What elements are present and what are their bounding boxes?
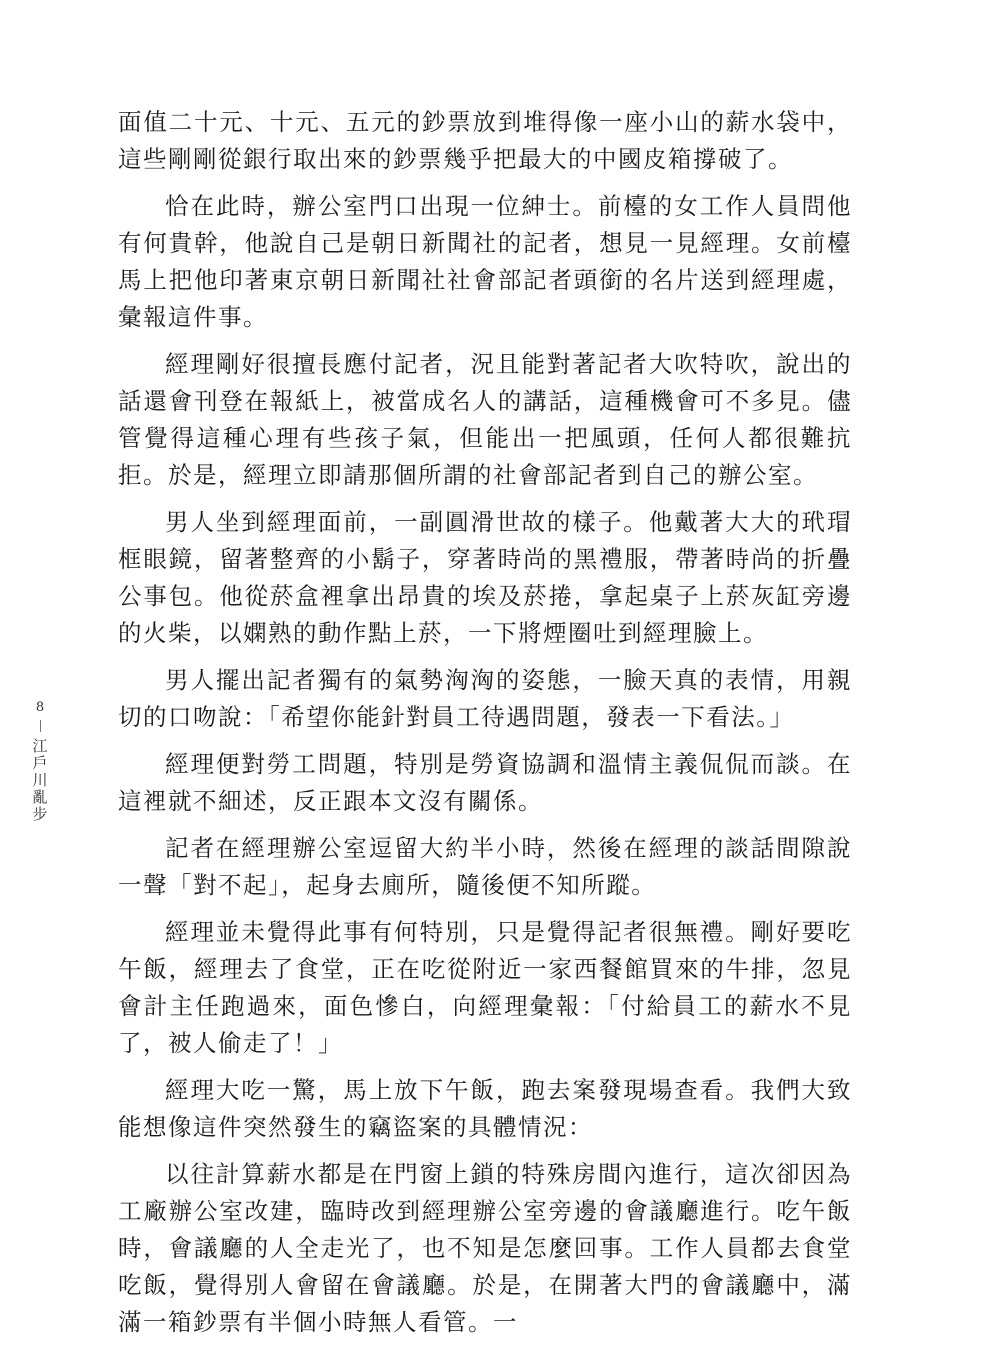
paragraph: 經理便對勞工問題，特別是勞資協調和溫情主義侃侃而談。在這裡就不細述，反正跟本文沒有關係。 (118, 750, 852, 815)
paragraph: 男人坐到經理面前，一副圓滑世故的樣子。他戴著大大的玳瑁框眼鏡，留著整齊的小鬍子，穿著時尚的黑禮服，帶著時尚的折疊公事包。他從菸盒裡拿出昂貴的埃及菸捲，拿起桌子上菸灰缸旁邊的火柴，以嫻熟的動作點上菸，一下將煙圈吐到經理臉上。 (118, 508, 852, 647)
page-gutter (26, 700, 54, 823)
paragraph: 經理大吃一驚，馬上放下午飯，跑去案發現場查看。我們大致能想像這件突然發生的竊盜案的具體情況： (118, 1076, 852, 1141)
paragraph: 面值二十元、十元、五元的鈔票放到堆得像一座小山的薪水袋中，這些剛剛從銀行取出來的鈔票幾乎把最大的中國皮箱撐破了。 (118, 108, 852, 173)
paragraph: 男人擺出記者獨有的氣勢洶洶的姿態，一臉天真的表情，用親切的口吻說：「希望你能針對員工待遇問題，發表一下看法。」 (118, 666, 852, 731)
paragraph: 恰在此時，辦公室門口出現一位紳士。前檯的女工作人員問他有何貴幹，他說自己是朝日新聞社的記者，想見一見經理。女前檯馬上把他印著東京朝日新聞社社會部記者頭銜的名片送到經理處，彙報這件事。 (118, 192, 852, 331)
paragraph: 經理並未覺得此事有何特別，只是覺得記者很無禮。剛好要吃午飯，經理去了食堂，正在吃從附近一家西餐館買來的牛排，忽見會計主任跑過來，面色慘白，向經理彙報：「付給員工的薪水不見了，被人偷走了！」 (118, 918, 852, 1057)
body-text (118, 104, 852, 1351)
gutter-divider (40, 720, 41, 732)
running-head-author: 江戶川亂步 (30, 738, 49, 823)
paragraph: 經理剛好很擅長應付記者，況且能對著記者大吹特吹，說出的話還會刊登在報紙上，被當成名人的講話，這種機會可不多見。儘管覺得這種心理有些孩子氣，但能出一把風頭，任何人都很難抗拒。於是，經理立即請那個所謂的社會部記者到自己的辦公室。 (118, 350, 852, 489)
paragraph: 記者在經理辦公室逗留大約半小時，然後在經理的談話間隙說一聲「對不起」，起身去廁所，隨後便不知所蹤。 (118, 834, 852, 899)
paragraph: 以往計算薪水都是在門窗上鎖的特殊房間內進行，這次卻因為工廠辦公室改建，臨時改到經理辦公室旁邊的會議廳進行。吃午飯時，會議廳的人全走光了，也不知是怎麼回事。工作人員都去食堂吃飯，覺得別人會留在會議廳。於是，在開著大門的會議廳中，滿滿一箱鈔票有半個小時無人看管。一 (118, 1160, 852, 1336)
page-number: 8 (35, 700, 45, 715)
